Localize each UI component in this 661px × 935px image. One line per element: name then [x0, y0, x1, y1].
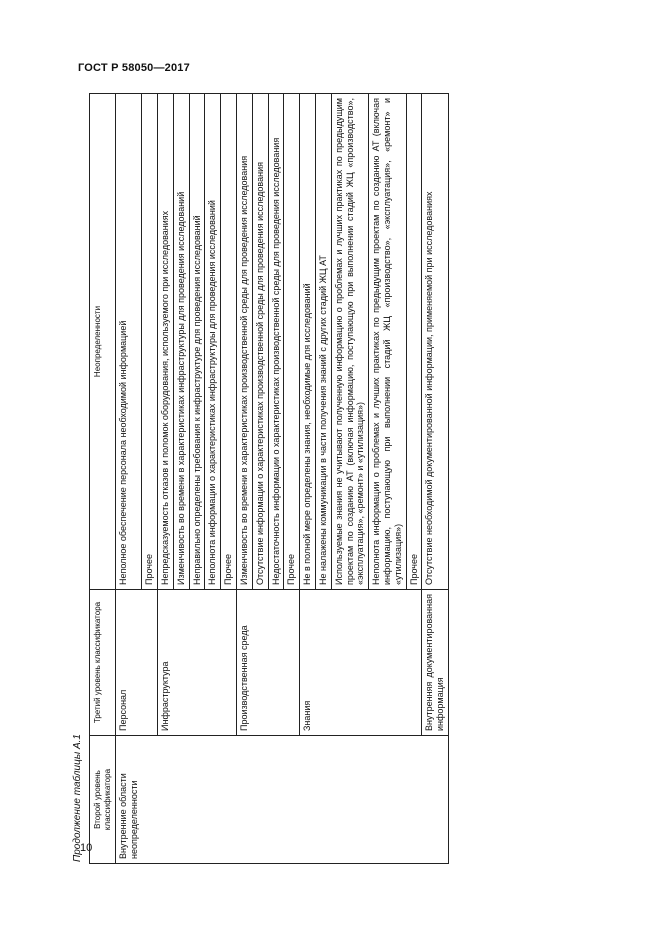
uncertainty-cell: Изменчивость во времени в характеристиках производственной среды для проведения исследования: [237, 94, 253, 590]
uncertainty-cell: Используемые знания не учитывают полученную информацию о проблемах и лучших практиках по предыдущим проектам по созданию АТ (включая информацию, поступающую при выполнении стадий ЖЦ «производство», «эксплуатация», «ремонт» и «утилизация»): [331, 94, 368, 590]
table-row: [173, 94, 189, 864]
uncertainty-cell: Недостаточность информации о характеристиках производственной среды для проведения исследования: [268, 94, 284, 590]
level3-cell: Внутренняя документированная информация: [422, 590, 449, 736]
table-row: [221, 94, 237, 864]
level2-cell: Внутренние области неопределенности: [116, 736, 142, 864]
uncertainty-cell: Отсутствие необходимой документированной информации, применяемой при исследованиях: [422, 94, 449, 590]
uncertainty-cell: Отсутствие информации о характеристиках производственной среды для проведения исследования: [252, 94, 268, 590]
column-header: Неопределенности: [90, 94, 116, 590]
table-row: [331, 94, 368, 864]
column-header: Третий уровень классификатора: [90, 590, 116, 736]
level3-cell: Знания: [300, 590, 316, 736]
level3-cell: Персонал: [116, 590, 142, 736]
table-header-row: [90, 94, 116, 864]
uncertainty-cell: Непредсказуемость отказов и поломок оборудования, используемого при исследованиях: [158, 94, 174, 590]
table-row: [369, 94, 406, 864]
page-number: 10: [80, 842, 93, 854]
table-row: [268, 94, 284, 864]
table-row: [316, 94, 332, 864]
uncertainty-table: [89, 93, 449, 864]
uncertainty-cell: Не налажены коммуникации в части получения знаний с других стадий ЖЦ АТ: [316, 94, 332, 590]
uncertainty-cell: Неправильно определены требования к инфраструктуре для проведения исследований: [189, 94, 205, 590]
uncertainty-cell: Неполнота информации о проблемах и лучших практиках по предыдущим проектам по созданию АТ (включая информацию, поступающую при выполнении стадий ЖЦ «производство», «эксплуатация», «ремонт» и «утилизация»): [369, 94, 406, 590]
uncertainty-cell: Не в полной мере определены знания, необходимые для исследований: [300, 94, 316, 590]
uncertainty-cell: Неполнота информации о характеристиках инфраструктуры для проведения исследований: [205, 94, 221, 590]
table-row: [406, 94, 422, 864]
table-caption: Продолжение таблицы А.1: [72, 734, 83, 862]
uncertainty-cell: Изменчивость во времени в характеристиках инфраструктуры для проведения исследований: [173, 94, 189, 590]
table-row: [252, 94, 268, 864]
table-row: [158, 94, 174, 864]
table-row: [300, 94, 316, 864]
uncertainty-cell: Прочее: [406, 94, 422, 590]
level3-cell: Производственная среда: [237, 590, 253, 736]
table-row: [116, 94, 142, 864]
table-row: [205, 94, 221, 864]
column-header: Второй уровень классификатора: [90, 736, 116, 864]
uncertainty-cell: Неполное обеспечение персонала необходимой информацией: [116, 94, 142, 590]
uncertainty-cell: Прочее: [142, 94, 158, 590]
table-row: [189, 94, 205, 864]
table-row: [237, 94, 253, 864]
uncertainty-cell: Прочее: [221, 94, 237, 590]
level3-cell: Инфраструктура: [158, 590, 174, 736]
table-row: [284, 94, 300, 864]
table-row: [142, 94, 158, 864]
rotated-table-block: [72, 94, 602, 864]
uncertainty-cell: Прочее: [284, 94, 300, 590]
table-row: [422, 94, 449, 864]
document-standard-number: ГОСТ Р 58050—2017: [78, 62, 190, 74]
